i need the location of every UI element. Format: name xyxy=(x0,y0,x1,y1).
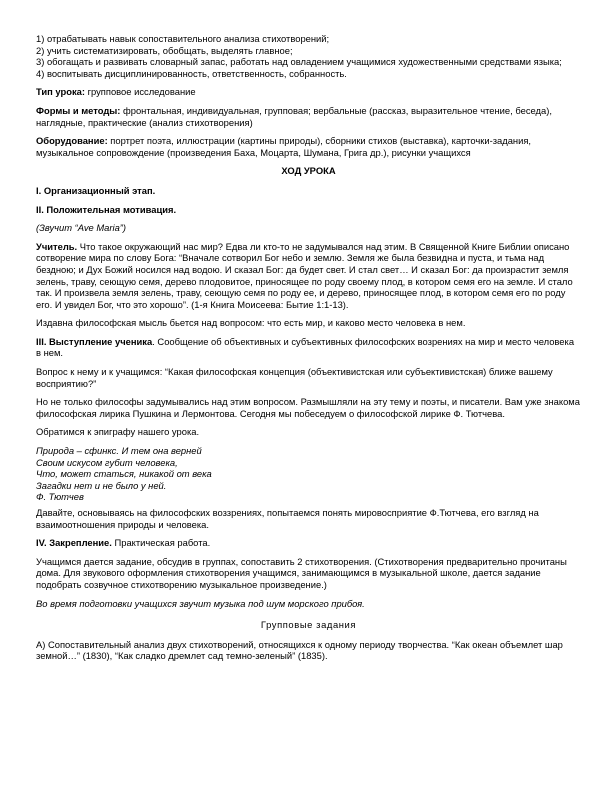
epigraph-intro: Обратимся к эпиграфу нашего урока. xyxy=(36,426,200,438)
group-task-a: А) Сопоставительный анализ двух стихотворений, относящихся к одному периоду творчества. “Как океан объемлет шар земной…” (1830), “Как сладко дремлет сад темно-зеленый” (1835). xyxy=(36,638,563,662)
equipment-text: портрет поэта, иллюстрации (картины природы), сборники стихов (выставка), карточки-задания, музыкальное сопровождение (произведения Баха, Моцарта, Шумана, Грига др.), рисунки учащихся xyxy=(36,135,532,158)
forms-label: Формы и методы: xyxy=(36,104,121,116)
music-note: (Звучит “Ave Maria”) xyxy=(36,222,127,234)
goal-item: 1) отрабатывать навык сопоставительного анализа стихотворений; xyxy=(36,33,330,44)
stage-consolidation xyxy=(36,537,581,549)
prep-note: Во время подготовки учащихся звучит музыка под шум морского прибоя. xyxy=(36,597,365,609)
teacher-label: Учитель. xyxy=(36,240,78,252)
equipment-label: Оборудование: xyxy=(36,135,108,147)
lesson-type xyxy=(36,86,581,98)
goal-item: 3) обогащать и развивать словарный запас, работать над овладением учащимися художественными средствами языка; xyxy=(36,56,562,68)
lesson-goals xyxy=(36,33,581,79)
epigraph-line: Что, может статься, никакой от века xyxy=(36,468,212,480)
lesson-type-text: групповое исследование xyxy=(84,86,196,98)
lesson-type-label: Тип урока: xyxy=(36,86,85,98)
epigraph-line: Загадки нет и не было у ней. xyxy=(36,479,167,491)
forms-text: фронтальная, индивидуальная, групповая; вербальные (рассказ, выразительное чтение, беседа), наглядные, практические (анализ стихотворения) xyxy=(36,104,552,128)
stage3-text: . Сообщение об объективных и субъективных философских возрениях на мир и место человека в нем. xyxy=(36,335,575,359)
forms-methods xyxy=(36,105,581,128)
epigraph xyxy=(36,445,581,503)
stage-student-talk xyxy=(36,336,581,359)
stage-organizational: I. Организационный этап. xyxy=(36,184,156,196)
poets-paragraph: Но не только философы задумывались над этим вопросом. Размышляли на эту тему и поэты, и писатели. Вам уже знакома философская лирика Пушкина и Лермонтова. Сегодня мы побеседуем о философской лирике Ф. Тютчева. xyxy=(36,396,580,419)
epigraph-line: Своим искусом губит человека, xyxy=(36,456,178,468)
stage4-text: Практическая работа. xyxy=(111,537,211,549)
task-paragraph: Учащимся дается задание, обсудив в группах, сопоставить 2 стихотворения. (Стихотворения предварительно прочитаны дома. Для звукового оформления стихотворения учащимся, занимающимся в музыкальной школе, дается задание подобрать созвучное стихотворению музыкальное произведение.) xyxy=(36,555,567,590)
teacher-speech xyxy=(36,241,581,311)
stage4-label: IV. Закрепление. xyxy=(36,537,112,549)
epigraph-author: Ф. Тютчев xyxy=(36,491,84,503)
stage-motivation: II. Положительная мотивация. xyxy=(36,203,177,215)
equipment xyxy=(36,135,581,158)
lesson-title: ХОД УРОКА xyxy=(281,165,336,177)
epigraph-line: Природа – сфинкс. И тем она верней xyxy=(36,445,202,457)
worldview-paragraph: Давайте, основываясь на философских воззрениях, попытаемся понять мировосприятие Ф.Тютчева, его взгляд на взаимоотношения природы и человека. xyxy=(36,507,539,530)
document-page xyxy=(36,33,581,669)
groups-title: Групповые задания xyxy=(260,619,357,631)
goal-item: 2) учить систематизировать, обобщать, выделять главное; xyxy=(36,44,293,56)
goal-item: 4) воспитывать дисциплинированность, ответственность, собранность. xyxy=(36,67,347,79)
philosophy-paragraph: Издавна философская мысль бьется над вопросом: что есть мир, и каково место человека в нем. xyxy=(36,317,466,329)
question-paragraph: Вопрос к нему и к учащимся: “Какая философская концепция (объективистская или субъективистская) ближе вашему восприятию?” xyxy=(36,366,553,389)
stage3-label: III. Выступление ученика xyxy=(36,335,153,347)
teacher-text: Что такое окружающий нас мир? Едва ли кто-то не задумывался над этим. В Священной Книге Библии описано сотворение мира по слову Бога: “Вначале сотворил Бог небо и землю. Земля же была безвидна и пуста, и тьма над бездною; и Дух Божий носился над водою. И сказал Бог: да будет свет. И стал свет… И сказал Бог: да произрастит земля зелень, траву, сеющую семя, дерево плодовитое, приносящее по роду своему плод, в котором семя его на земле. И стало так. И произвела земля зелень, траву, сеющую семя по роду ее, и дерево, приносящее плод, в котором семя его по роду его. И увидел Бог, что это хорошо”. (1-я Книга Моисеева: Бытие 1:1-13). xyxy=(36,240,573,310)
